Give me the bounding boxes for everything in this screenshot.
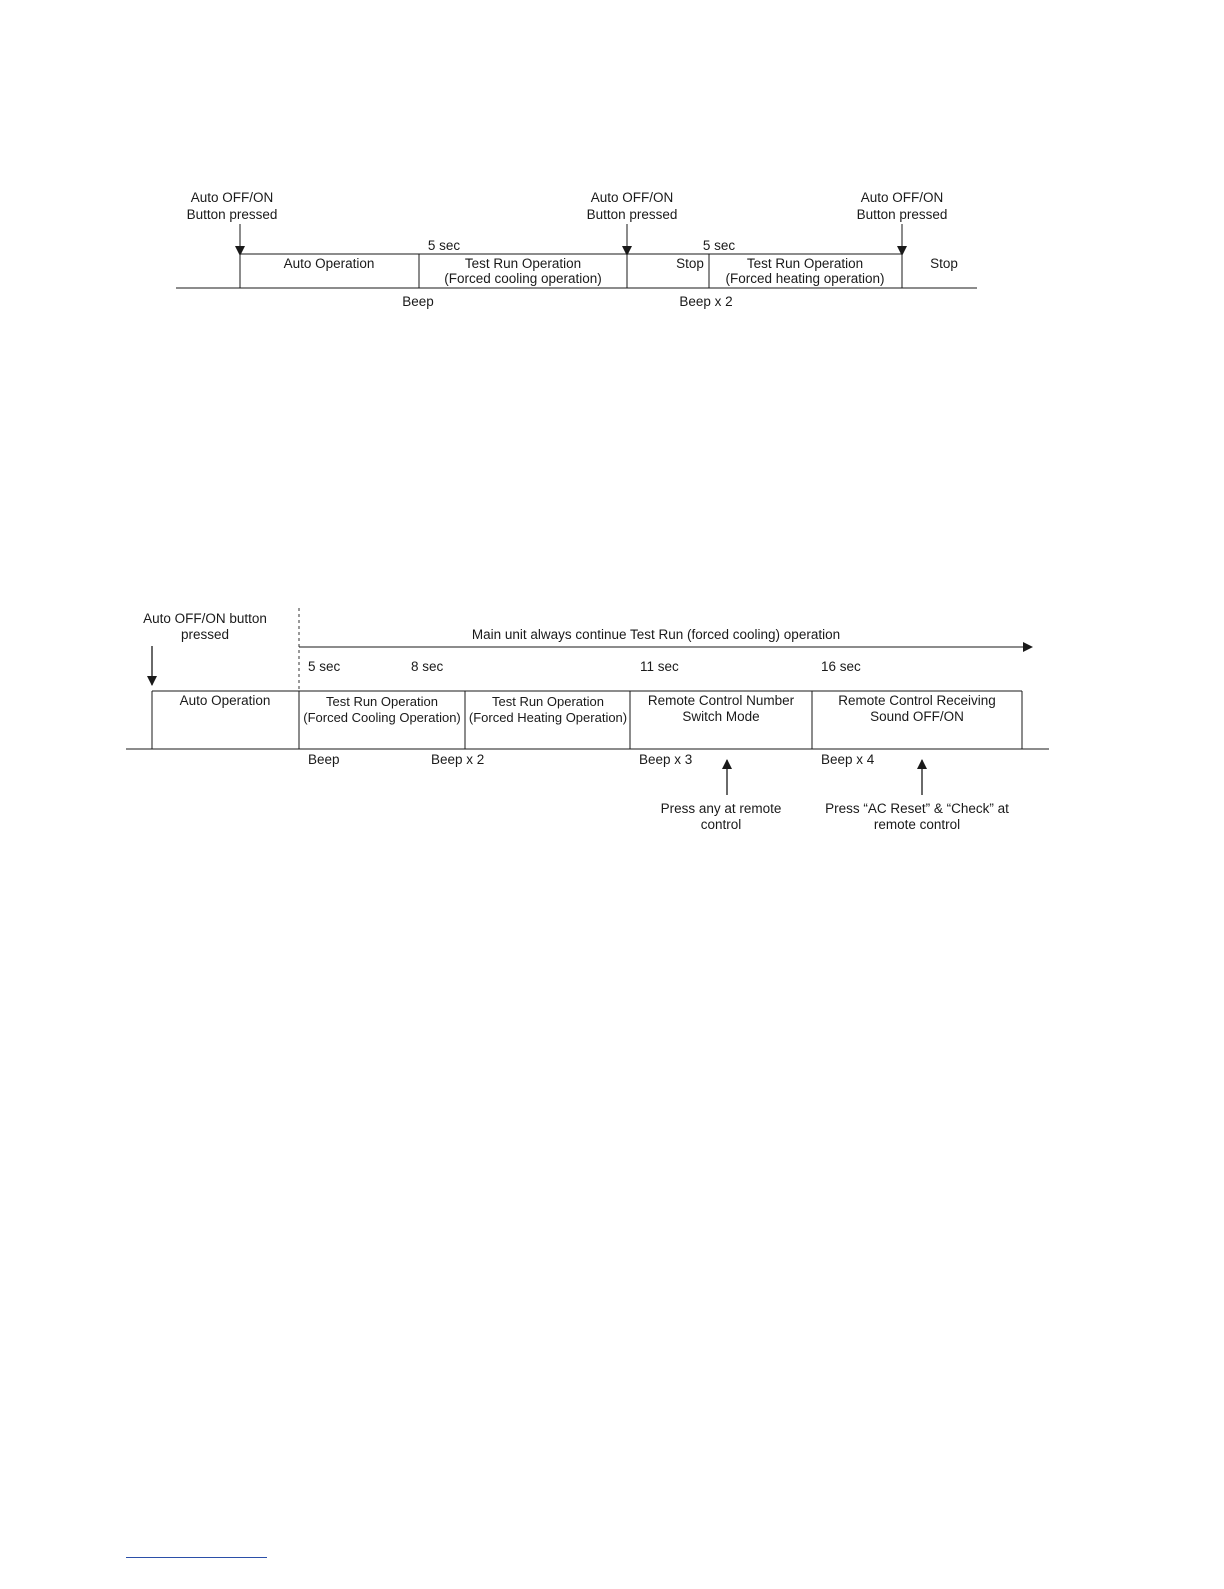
timing-label-5sec: 5 sec <box>427 238 461 253</box>
remote-action-press-any-line2: control <box>700 817 742 832</box>
timing-label-5sec: 5 sec <box>702 238 736 253</box>
press-event-1-line2: Button pressed <box>186 207 278 222</box>
beep-label: Beep <box>308 752 340 767</box>
segment-auto-operation: Auto Operation <box>283 256 375 271</box>
beep-label: Beep x 4 <box>821 752 875 767</box>
segment-remote-receiving-sound-line1: Remote Control Receiving <box>838 693 996 708</box>
diagram-auto-off-on-sequence <box>176 190 977 309</box>
beep-label: Beep x 2 <box>431 752 485 767</box>
timing-label-8sec: 8 sec <box>411 659 444 674</box>
remote-action-press-any-line1: Press any at remote <box>660 801 782 816</box>
timing-label-5sec: 5 sec <box>308 659 341 674</box>
timing-label-11sec: 11 sec <box>640 659 679 674</box>
press-event-line1: Auto OFF/ON button <box>143 611 267 626</box>
remote-action-ac-reset-check-line2: remote control <box>873 817 961 832</box>
segment-stop: Stop <box>930 256 958 271</box>
beep-label: Beep <box>402 294 434 309</box>
diagram-test-run-extended-sequence <box>126 608 1049 832</box>
segment-auto-operation: Auto Operation <box>179 693 271 708</box>
segment-remote-number-switch-line2: Switch Mode <box>682 709 760 724</box>
beep-label: Beep x 2 <box>679 294 733 309</box>
segment-remote-receiving-sound-line2: Sound OFF/ON <box>870 709 964 724</box>
segment-stop: Stop <box>676 256 704 271</box>
segment-test-run-cooling-line2: (Forced Cooling Operation) <box>303 710 461 725</box>
segment-test-run-cooling-line1: Test Run Operation <box>464 256 582 271</box>
segment-remote-number-switch-line1: Remote Control Number <box>647 693 795 708</box>
segment-test-run-heating-line1: Test Run Operation <box>746 256 864 271</box>
segment-test-run-heating-line2: (Forced heating operation) <box>725 271 885 286</box>
continuous-operation-note: Main unit always continue Test Run (forced cooling) operation <box>471 627 841 642</box>
segment-test-run-heating-line1: Test Run Operation <box>491 694 605 709</box>
press-event-3-line2: Button pressed <box>856 207 948 222</box>
press-event-3-line1: Auto OFF/ON <box>860 190 944 205</box>
remote-action-ac-reset-check-line1: Press “AC Reset” & “Check” at <box>825 801 1009 816</box>
segment-test-run-heating-line2: (Forced Heating Operation) <box>468 710 628 725</box>
segment-test-run-cooling-line1: Test Run Operation <box>325 694 439 709</box>
press-event-2-line2: Button pressed <box>586 207 678 222</box>
beep-label: Beep x 3 <box>639 752 693 767</box>
press-event-1-line1: Auto OFF/ON <box>190 190 274 205</box>
press-event-2-line1: Auto OFF/ON <box>590 190 674 205</box>
footnote-separator <box>126 1557 267 1558</box>
press-event-line2: pressed <box>180 627 230 642</box>
timing-label-16sec: 16 sec <box>821 659 861 674</box>
segment-test-run-cooling-line2: (Forced cooling operation) <box>444 271 602 286</box>
